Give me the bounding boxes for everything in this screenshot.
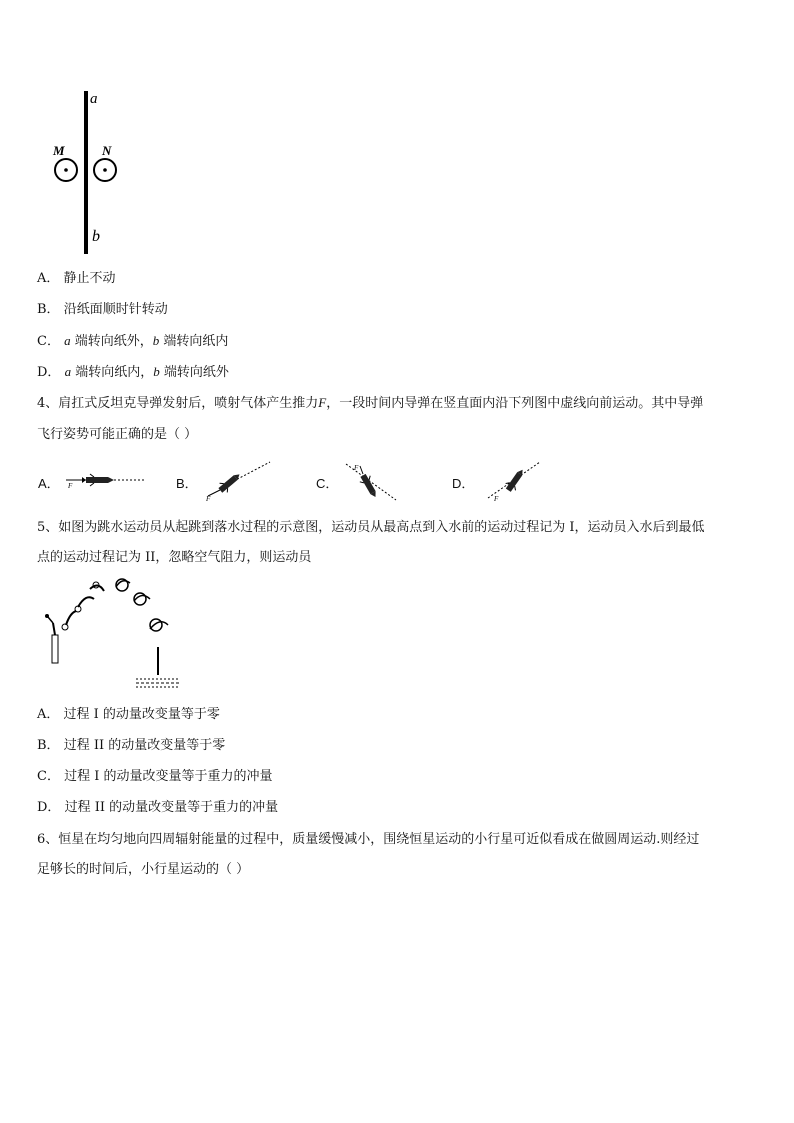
svg-text:F: F — [354, 464, 359, 472]
q4-stem-line2: 飞行姿势可能正确的是（ ） — [37, 427, 198, 442]
q3-option-c: C． a 端转向纸外，b 端转向纸内 — [37, 333, 229, 349]
q5-option-d: D． 过程 II 的动量改变量等于重力的冲量 — [37, 800, 279, 815]
wire-magnet-figure — [48, 88, 128, 258]
q4-option-d-label: D． — [452, 476, 475, 491]
q6-stem-line1: 6、恒星在均匀地向四周辐射能量的过程中，质量缓慢减小，围绕恒星运动的小行星可近似看成在做圆周运动.则经过 — [37, 832, 700, 847]
svg-text:F: F — [206, 495, 211, 502]
missile-figure-c — [342, 460, 402, 504]
q5-stem-line1: 5、如图为跳水运动员从起跳到落水过程的示意图，运动员从最高点到入水前的运动过程记为 I，运动员入水后到最低 — [37, 520, 705, 535]
q5-option-c: C． 过程 I 的动量改变量等于重力的冲量 — [37, 769, 273, 784]
q3-option-d: D． a 端转向纸内，b 端转向纸外 — [37, 364, 229, 380]
q4-option-c-label: C． — [316, 476, 339, 491]
q4-option-a-label: A． — [38, 476, 60, 491]
q3-option-a: A． 静止不动 — [37, 271, 116, 286]
q4-option-b-label: B． — [176, 476, 198, 491]
q5-option-b: B． 过程 II 的动量改变量等于零 — [37, 738, 226, 753]
label-n: N — [102, 143, 112, 158]
label-a: a — [90, 91, 98, 107]
svg-text:F: F — [494, 495, 499, 502]
q3-option-b: B． 沿纸面顺时针转动 — [37, 302, 168, 317]
q5-stem-line2: 点的运动过程记为 II，忽略空气阻力，则运动员 — [37, 550, 312, 565]
label-m: M — [53, 143, 65, 158]
missile-figure-b — [200, 458, 272, 502]
q5-option-a: A． 过程 I 的动量改变量等于零 — [37, 707, 220, 722]
missile-figure-d — [484, 458, 544, 502]
label-b: b — [92, 228, 100, 245]
missile-figure-a — [64, 468, 146, 492]
svg-text:F: F — [68, 482, 73, 490]
diver-sequence-figure — [38, 575, 188, 695]
q6-stem-line2: 足够长的时间后，小行星运动的（ ） — [37, 862, 250, 877]
q4-stem-line1: 4、肩扛式反坦克导弹发射后，喷射气体产生推力F，一段时间内导弹在竖直面内沿下列图中虚线向前运动。其中导弹 — [37, 395, 704, 411]
